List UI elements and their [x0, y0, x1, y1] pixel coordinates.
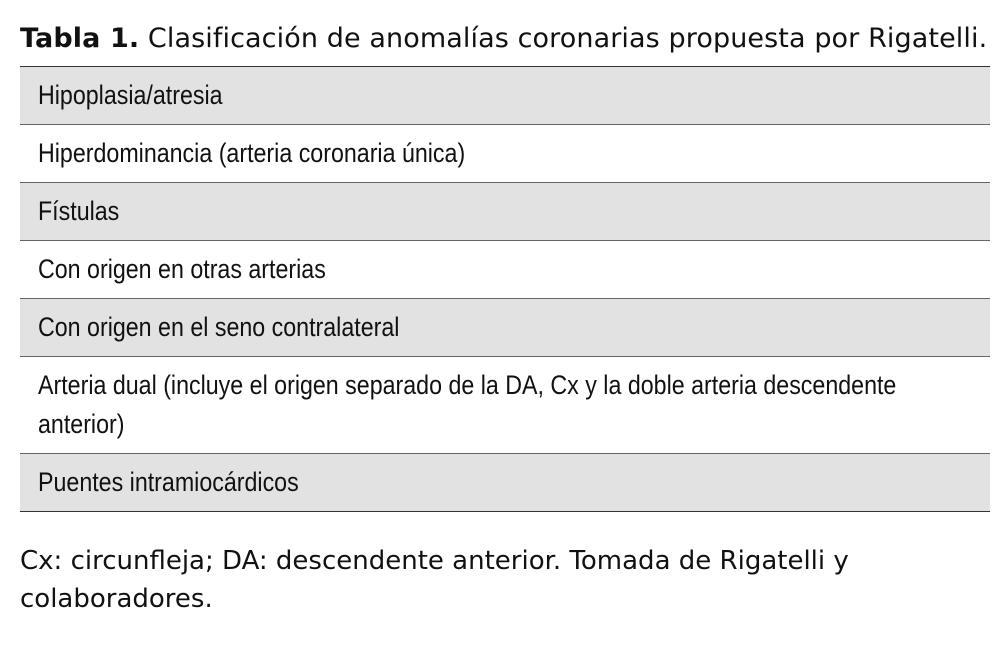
table-row: [20, 67, 990, 125]
table-cell: Arteria dual (incluye el origen separado de la DA, Cx y la doble arteria descendente anterior): [38, 370, 897, 439]
table-row: [20, 125, 990, 183]
table-caption-text: Clasificación de anomalías coronarias propuesta por Rigatelli.: [147, 23, 988, 54]
table-caption-label: Tabla 1.: [20, 23, 140, 54]
document-page: [20, 0, 990, 644]
table-row: [20, 299, 990, 357]
table-caption: [20, 20, 990, 58]
table-cell: Hiperdominancia (arteria coronaria única): [38, 138, 466, 168]
table-cell: Hipoplasia/atresia: [38, 80, 223, 110]
table-cell: Con origen en otras arterias: [38, 254, 326, 284]
classification-table: [20, 66, 990, 512]
table-cell: Fístulas: [38, 196, 120, 226]
table-cell: Con origen en el seno contralateral: [38, 312, 400, 342]
table-row: [20, 241, 990, 299]
table-cell: Puentes intramiocárdicos: [38, 467, 299, 497]
table-row: [20, 357, 990, 454]
table-footnote: Cx: circunfleja; DA: descendente anterior. Tomada de Rigatelli y colaboradores.: [20, 546, 849, 614]
table-row: [20, 454, 990, 511]
table-row: [20, 183, 990, 241]
